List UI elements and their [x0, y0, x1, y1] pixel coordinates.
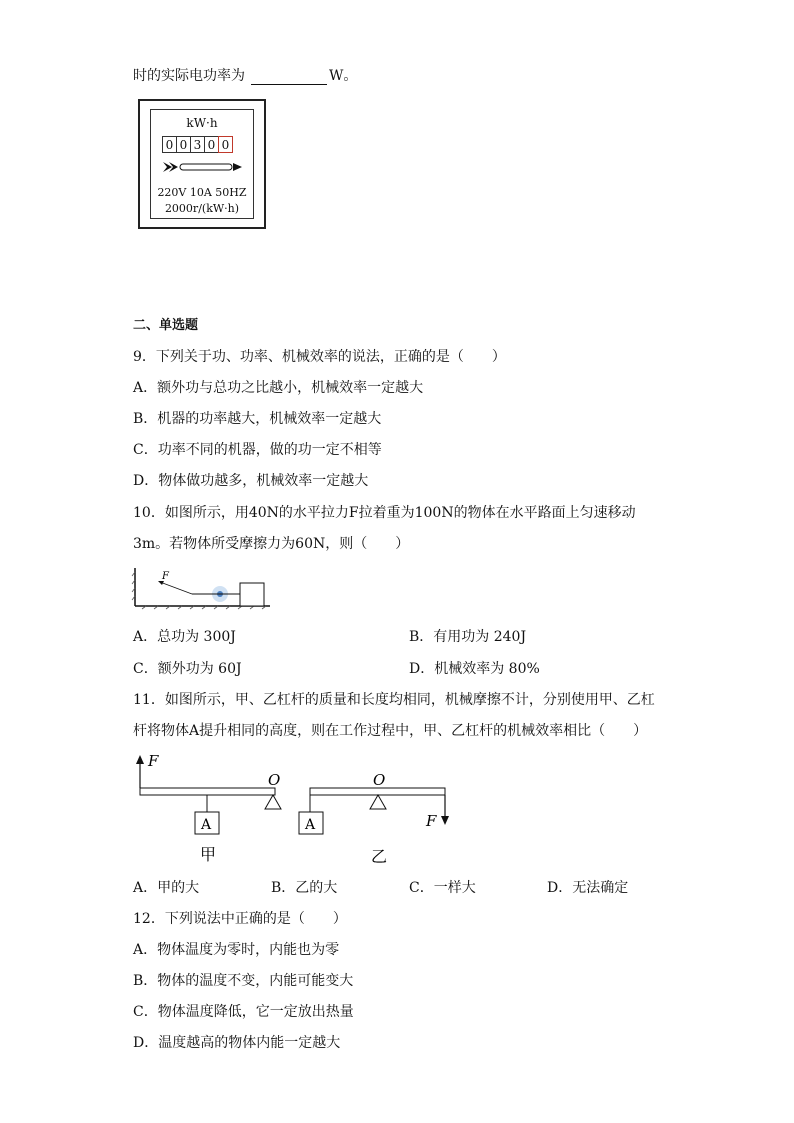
intro-text: 时的实际电功率为: [133, 68, 245, 84]
meter-digit-decimal: 0: [218, 136, 233, 153]
meter-spec-constant: 2000r/(kW·h): [164, 202, 240, 215]
intro-line: [133, 67, 357, 85]
pivot-triangle-icon: [370, 795, 386, 809]
force-label: F: [162, 571, 169, 582]
q11-option-b: B．乙的大: [271, 880, 338, 896]
meter-spec-voltage: 220V 10A 50HZ: [157, 186, 247, 199]
q10-option-d: D．机械效率为 80%: [409, 661, 540, 677]
electric-meter: [138, 99, 266, 229]
weight-a-label: A: [305, 817, 316, 833]
q9-option-c: C．功率不同的机器，做的功一定不相等: [133, 442, 382, 458]
q10-option-b: B．有用功为 240J: [409, 629, 527, 645]
meter-digit: 0: [162, 136, 177, 153]
lever-jia-pivot-label: O: [268, 771, 281, 789]
q11-stem-line1: 11．如图所示，甲、乙杠杆的质量和长度均相同，机械摩擦不计，分别使用甲、乙杠: [133, 692, 655, 708]
q10-option-c: C．额外功为 60J: [133, 661, 242, 677]
q11-stem-line2: 杆将物体A提升相同的高度，则在工作过程中，甲、乙杠杆的机械效率相比（ ）: [133, 723, 648, 739]
lever-yi-caption: 乙: [371, 847, 388, 866]
q9-option-a: A．额外功与总功之比越小，机械效率一定越大: [133, 380, 424, 396]
q10-stem-line2: 3m。若物体所受摩擦力为60N，则（ ）: [133, 536, 410, 552]
q11-option-c: C．一样大: [409, 880, 476, 896]
weight-a-label: A: [201, 817, 212, 833]
q12-stem: 12．下列说法中正确的是（ ）: [133, 911, 347, 927]
q12-option-d: D．温度越高的物体内能一定越大: [133, 1035, 341, 1051]
lever-yi-pivot-label: O: [373, 771, 386, 789]
lever-jia-caption: 甲: [200, 845, 217, 864]
q12-option-b: B．物体的温度不变，内能可能变大: [133, 973, 354, 989]
meter-rotor-arrow-icon: [163, 160, 243, 174]
q11-option-d: D．无法确定: [547, 880, 629, 896]
intro-suffix: W。: [329, 68, 358, 84]
down-force-arrow-icon: [441, 816, 449, 825]
meter-digit: 3: [190, 136, 205, 153]
lever-jia-bar: [140, 788, 275, 795]
q12-option-a: A．物体温度为零时，内能也为零: [133, 942, 340, 958]
up-force-arrow-icon: [136, 755, 144, 764]
q11-option-a: A．甲的大: [133, 880, 200, 896]
meter-digits: [162, 136, 232, 153]
pivot-triangle-icon: [265, 795, 281, 809]
meter-face: [150, 109, 254, 219]
q10-figure: [130, 566, 275, 612]
q9-stem: 9．下列关于功、功率、机械效率的说法，正确的是（ ）: [133, 349, 506, 365]
q10-option-a: A．总功为 300J: [133, 629, 236, 645]
q10-stem-line1: 10．如图所示，用40N的水平拉力F拉着重为100N的物体在水平路面上匀速移动: [133, 505, 636, 521]
q11-lever-figure: [130, 752, 460, 867]
q9-option-b: B．机器的功率越大，机械效率一定越大: [133, 411, 382, 427]
meter-digit: 0: [204, 136, 219, 153]
meter-digit: 0: [176, 136, 191, 153]
q12-option-c: C．物体温度降低，它一定放出热量: [133, 1004, 354, 1020]
lever-yi-bar: [310, 788, 445, 795]
q9-option-d: D．物体做功越多，机械效率一定越大: [133, 473, 369, 489]
meter-unit: kW·h: [186, 116, 218, 130]
lever-jia-force-label: F: [148, 752, 159, 770]
answer-blank: [251, 70, 327, 85]
lever-yi-force-label: F: [426, 812, 437, 830]
block-object: [240, 583, 264, 606]
section-title: 二、单选题: [133, 318, 199, 333]
